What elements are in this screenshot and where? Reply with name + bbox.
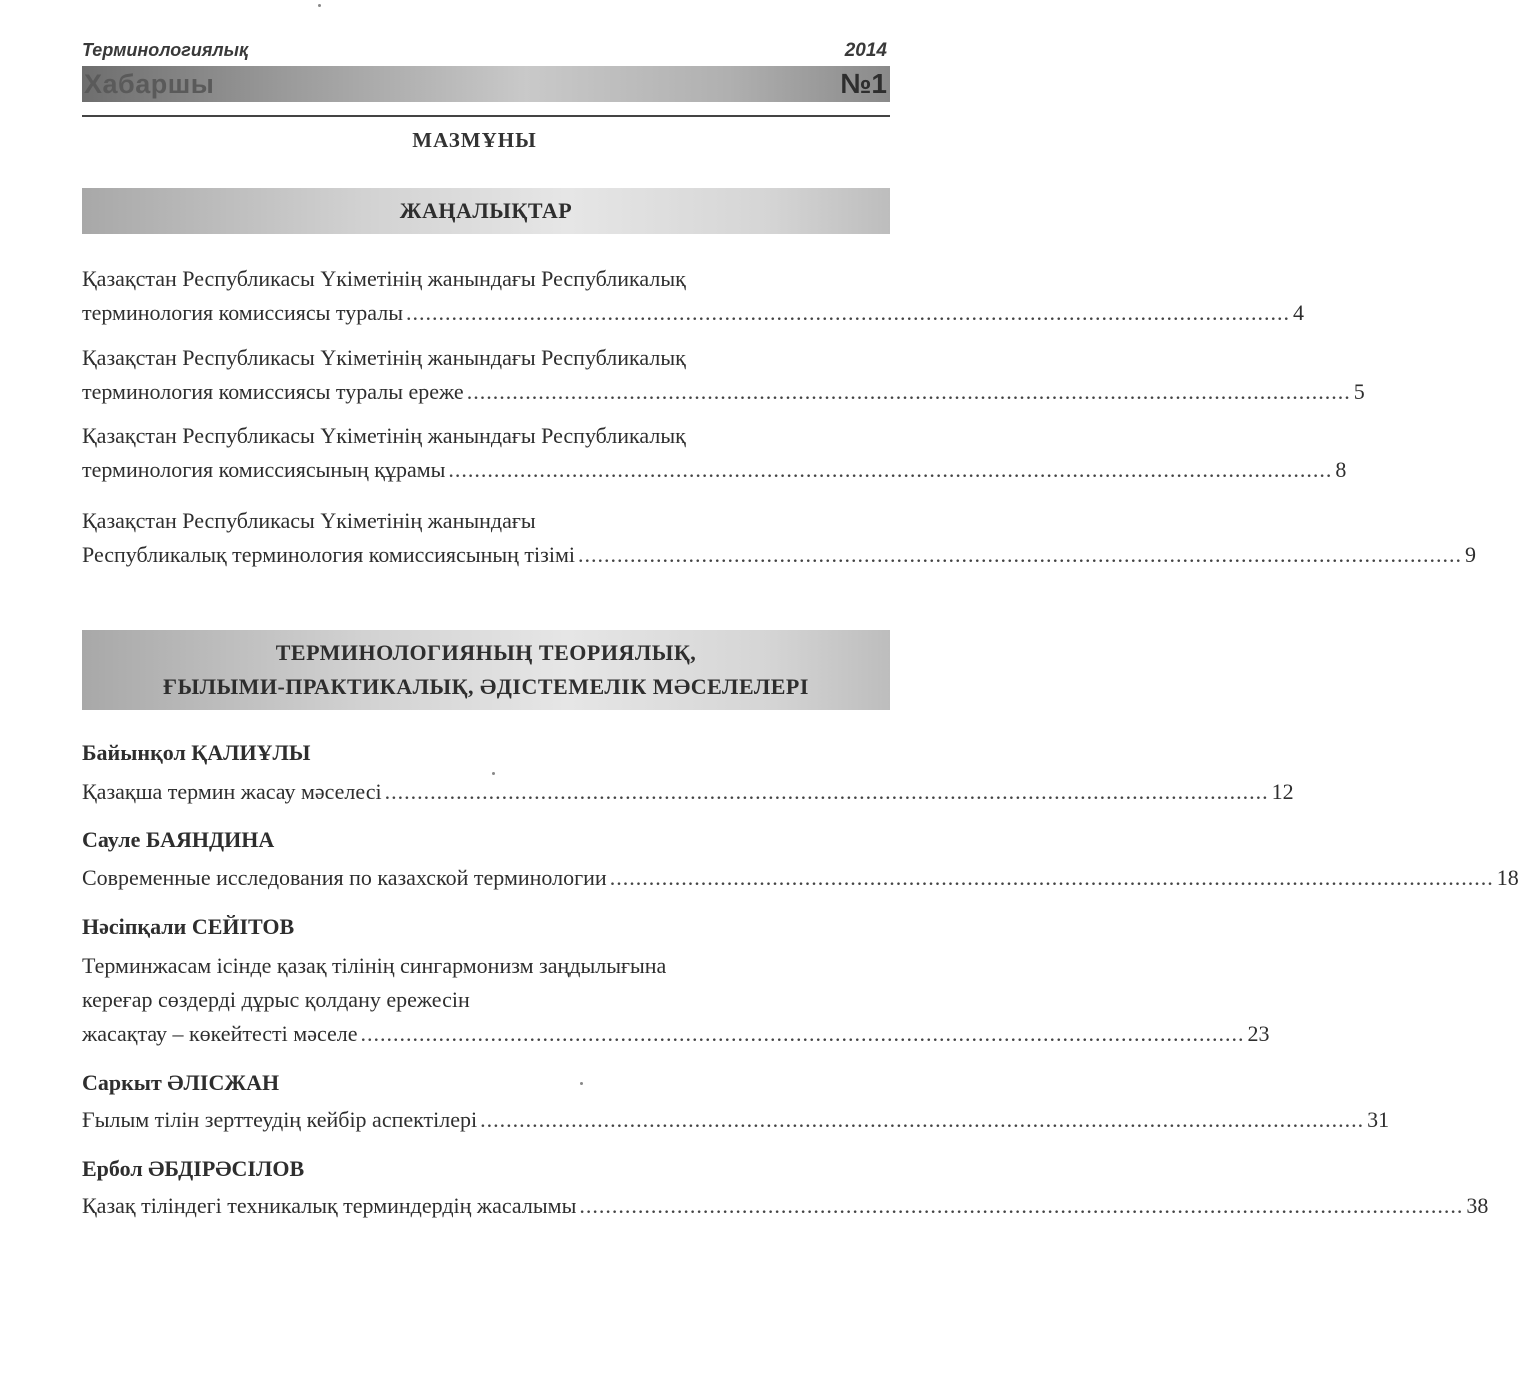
toc-entry[interactable] — [82, 1103, 1390, 1137]
toc-page-number: 38 — [1466, 1193, 1489, 1218]
toc-entry-title-line: Қазақша термин жасау мәселесі — [82, 779, 382, 804]
toc-page-number: 4 — [1292, 300, 1304, 325]
section-heading-line: ҒЫЛЫМИ-ПРАКТИКАЛЫҚ, ӘДІСТЕМЕЛІК МӘСЕЛЕЛЕРІ — [163, 674, 809, 699]
section-heading-line: ТЕРМИНОЛОГИЯНЫҢ ТЕОРИЯЛЫҚ, — [275, 640, 697, 665]
scan-speck — [318, 4, 321, 7]
toc-entry[interactable] — [82, 1189, 1489, 1223]
toc-page-number: 8 — [1335, 457, 1347, 482]
leader-dots: ........................................................................................................................................ — [579, 1193, 1464, 1218]
toc-page-number: 18 — [1496, 865, 1519, 890]
leader-dots: ........................................................................................................................................ — [384, 779, 1269, 804]
leader-dots: ........................................................................................................................................ — [578, 542, 1462, 567]
section-heading-theory — [82, 630, 890, 710]
toc-entry-title-line: кереғар сөздерді дұрыс қолдану ережесін — [82, 987, 470, 1012]
journal-title: Хабаршы — [84, 69, 215, 99]
toc-page-number: 23 — [1247, 1021, 1270, 1046]
header-rule — [82, 115, 890, 117]
toc-entry-title-line: терминология комиссиясының құрамы — [82, 457, 446, 482]
toc-entry-title-line: Ғылым тілін зерттеудің кейбір аспектілері — [82, 1107, 478, 1132]
toc-entry-title-line: Республикалық терминология комиссиясының тізімі — [82, 542, 575, 567]
toc-entry-title-line: жасақтау – көкейтесті мәселе — [82, 1021, 358, 1046]
toc-entry-title-line: терминология комиссиясы туралы — [82, 300, 403, 325]
scan-speck — [492, 772, 495, 775]
toc-entry[interactable] — [82, 949, 1270, 1051]
scan-speck — [580, 1082, 583, 1085]
leader-dots: ........................................................................................................................................ — [609, 865, 1494, 890]
journal-series: Терминологиялық — [82, 40, 249, 60]
leader-dots: ........................................................................................................................................ — [448, 457, 1333, 482]
toc-entry-title-line: Терминжасам ісінде қазақ тілінің сингармонизм заңдылығына — [82, 953, 667, 978]
toc-page-number: 5 — [1353, 379, 1365, 404]
contents-heading: МАЗМҰНЫ — [412, 128, 537, 152]
article-author: Саркыт ӘЛІСЖАН — [82, 1070, 280, 1095]
article-author: Байынқол ҚАЛИҰЛЫ — [82, 740, 311, 765]
leader-dots: ........................................................................................................................................ — [466, 379, 1351, 404]
toc-entry[interactable] — [82, 504, 1476, 572]
toc-page-number: 9 — [1465, 542, 1476, 567]
section-heading-news: ЖАҢАЛЫҚТАР — [82, 188, 890, 234]
toc-entry[interactable] — [82, 341, 1365, 409]
toc-entry[interactable] — [82, 861, 1519, 895]
toc-entry-title-line: Қазақстан Республикасы Үкіметінің жанындағы Республикалық — [82, 345, 686, 370]
toc-page-number: 12 — [1271, 779, 1294, 804]
toc-entry-title-line: Қазақстан Республикасы Үкіметінің жанындағы — [82, 508, 536, 533]
toc-entry-title-line: терминология комиссиясы туралы ереже — [82, 379, 464, 404]
toc-page-number: 31 — [1367, 1107, 1390, 1132]
toc-entry[interactable] — [82, 775, 1294, 809]
article-author: Ербол ӘБДІРӘСІЛОВ — [82, 1156, 305, 1181]
toc-entry-title-line: Қазақ тіліндегі техникалық терминдердің жасалымы — [82, 1193, 577, 1218]
journal-issue: №1 — [840, 68, 887, 99]
toc-entry[interactable] — [82, 262, 1304, 330]
toc-entry-title-line: Современные исследования по казахской терминологии — [82, 865, 607, 890]
leader-dots: ........................................................................................................................................ — [480, 1107, 1365, 1132]
journal-year: 2014 — [844, 40, 887, 61]
article-author: Сауле БАЯНДИНА — [82, 827, 275, 852]
leader-dots: ........................................................................................................................................ — [405, 300, 1290, 325]
toc-entry-title-line: Қазақстан Республикасы Үкіметінің жанындағы Республикалық — [82, 423, 686, 448]
toc-entry-title-line: Қазақстан Республикасы Үкіметінің жанындағы Республикалық — [82, 266, 686, 291]
leader-dots: ........................................................................................................................................ — [360, 1021, 1245, 1046]
toc-entry[interactable] — [82, 419, 1347, 487]
article-author: Нәсіпқали СЕЙІТОВ — [82, 914, 295, 939]
